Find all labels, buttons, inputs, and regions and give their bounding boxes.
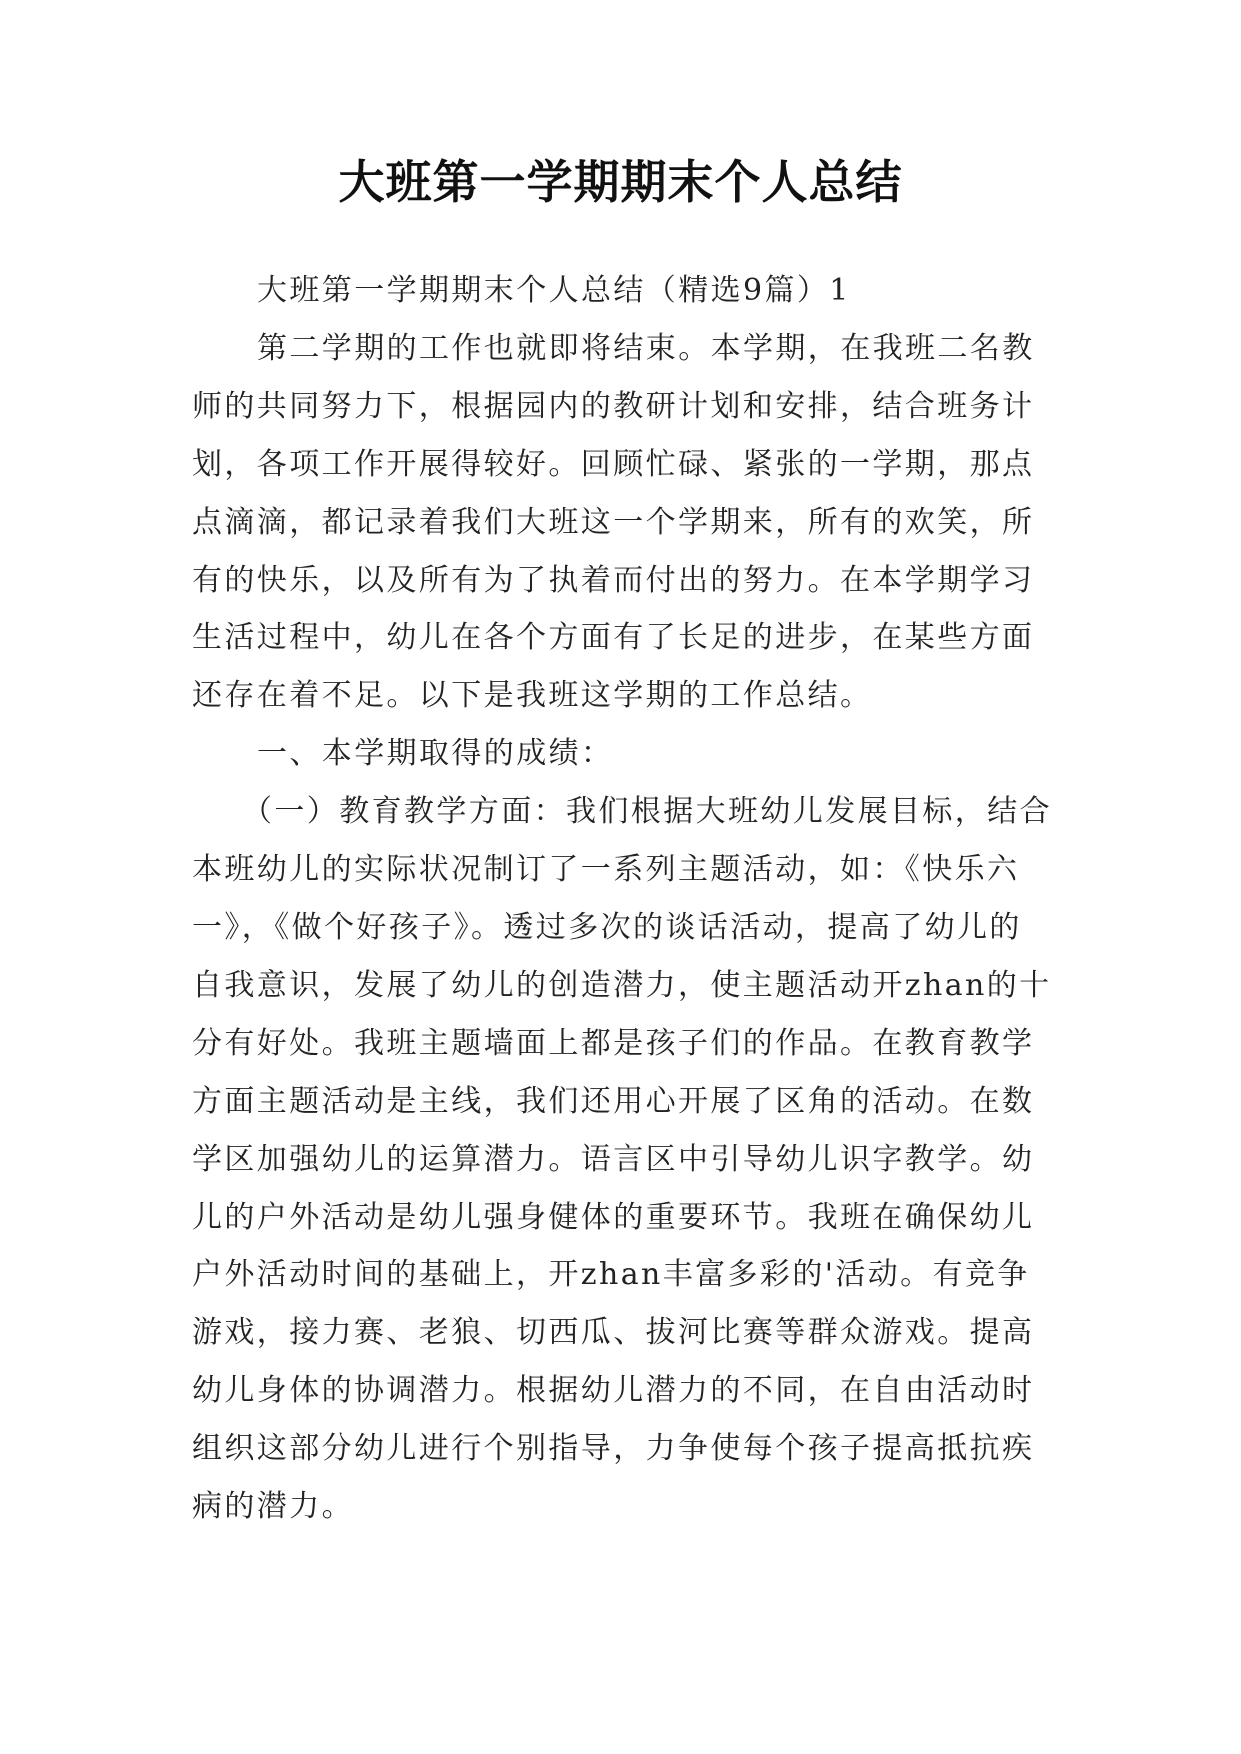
document-title: 大班第一学期期末个人总结 xyxy=(338,155,903,209)
intro-paragraph: 第二学期的工作也就即将结束。本学期，在我班二名教师的共同努力下，根据园内的教研计划和安排，结合班务计划，各项工作开展得较好。回顾忙碌、紧张的一学期，那点点滴滴，都记录着我们大班这一个学期来，所有的欢笑，所有的快乐，以及所有为了执着而付出的努力。在本学期学习生活过程中，幼儿在各个方面有了长足的进步，在某些方面还存在着不足。以下是我班这学期的工作总结。 xyxy=(192,330,1035,714)
subtitle-paragraph: 大班第一学期期末个人总结（精选9篇）1 xyxy=(257,273,851,308)
section-heading: 一、本学期取得的成绩： xyxy=(257,736,614,772)
document-body xyxy=(192,262,1052,1536)
teaching-paragraph: （一）教育教学方面：我们根据大班幼儿发展目标，结合本班幼儿的实际状况制订了一系列主题活动，如：《快乐六一》，《做个好孩子》。透过多次的谈话活动，提高了幼儿的自我意识，发展了幼儿的创造潜力，使主题活动开zhan的十分有好处。我班主题墙面上都是孩子们的作品。在教育教学方面主题活动是主线，我们还用心开展了区角的活动。在数学区加强幼儿的运算潜力。语言区中引导幼儿识字教学。幼儿的户外活动是幼儿强身健体的重要环节。我班在确保幼儿户外活动时间的基础上，开zhan丰富多彩的'活动。有竞争游戏，接力赛、老狼、切西瓜、拔河比赛等群众游戏。提高幼儿身体的协调潜力。根据幼儿潜力的不同，在自由活动时组织这部分幼儿进行个别指导，力争使每个孩子提高抵抗疾病的潜力。 xyxy=(192,794,1052,1525)
